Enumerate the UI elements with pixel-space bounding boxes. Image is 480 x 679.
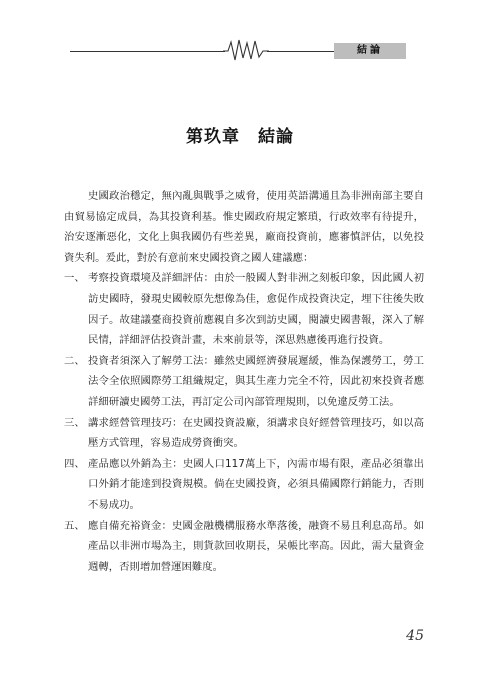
header-rule-right xyxy=(267,51,334,52)
item-number: 三、 xyxy=(64,416,85,429)
item-text: 產品應以外銷為主：史國人口117萬上下，內需市場有限，產品必須靠出口外銷才能達到投資規模。倘在史國投資，必須具備國際行銷能力，否則不易成功。 xyxy=(88,457,424,511)
recommendation-item xyxy=(64,454,424,516)
chapter-body xyxy=(64,186,424,577)
page-number: 45 xyxy=(406,628,424,644)
item-text: 考察投資環境及詳細評估：由於一般國人對非洲之刻板印象，因此國人初訪史國時，發現史國較原先想像為佳，愈促作成投資決定，埋下往後失敗因子。故建議臺商投資前應親自多次到訪史國，閱讀史國書報，深入了解民情，詳細評估投資計畫，未來前景等，深思熟慮後再進行投資。 xyxy=(88,272,424,347)
recommendation-item xyxy=(64,516,424,578)
item-number: 五、 xyxy=(64,519,85,532)
item-text: 投資者須深入了解勞工法：雖然史國經濟發展遲緩，惟為保護勞工，勞工法令全依照國際勞工組織規定，與其生產力完全不符，因此初來投資者應詳細研讀史國勞工法，再訂定公司內部管理規則，以免違反勞工法。 xyxy=(88,354,424,408)
heartbeat-ornament-icon xyxy=(223,38,269,62)
item-text: 講求經營管理技巧：在史國投資設廠，須講求良好經營管理技巧，如以高壓方式管理，容易造成勞資衝突。 xyxy=(88,416,424,450)
recommendation-item xyxy=(64,351,424,413)
chapter-title: 第玖章 結論 xyxy=(186,127,294,147)
running-header xyxy=(0,0,480,60)
item-number: 二、 xyxy=(64,354,85,367)
header-rule-left xyxy=(70,51,225,52)
intro-paragraph: 史國政治穩定，無內亂與戰爭之威脅，使用英語溝通且為非洲南部主要自由貿易協定成員，為其投資利基。惟史國政府規定繁瑣，行政效率有待提升，治安逐漸惡化，文化上與我國仍有些差異，廠商投資前，應審慎評估，以免投資失利。爰此，對於有意前來史國投資之國人建議應： xyxy=(64,190,424,264)
section-tab: 結論 xyxy=(334,43,406,59)
recommendation-item xyxy=(64,413,424,454)
item-number: 一、 xyxy=(64,272,85,285)
item-number: 四、 xyxy=(64,457,85,470)
item-text: 應自備充裕資金：史國金融機構服務水準落後，融資不易且利息高昂。如產品以非洲市場為主，則貨款回收期長，呆帳比率高。因此，需大量資金週轉，否則增加營運困難度。 xyxy=(88,519,424,573)
recommendation-item xyxy=(64,268,424,350)
